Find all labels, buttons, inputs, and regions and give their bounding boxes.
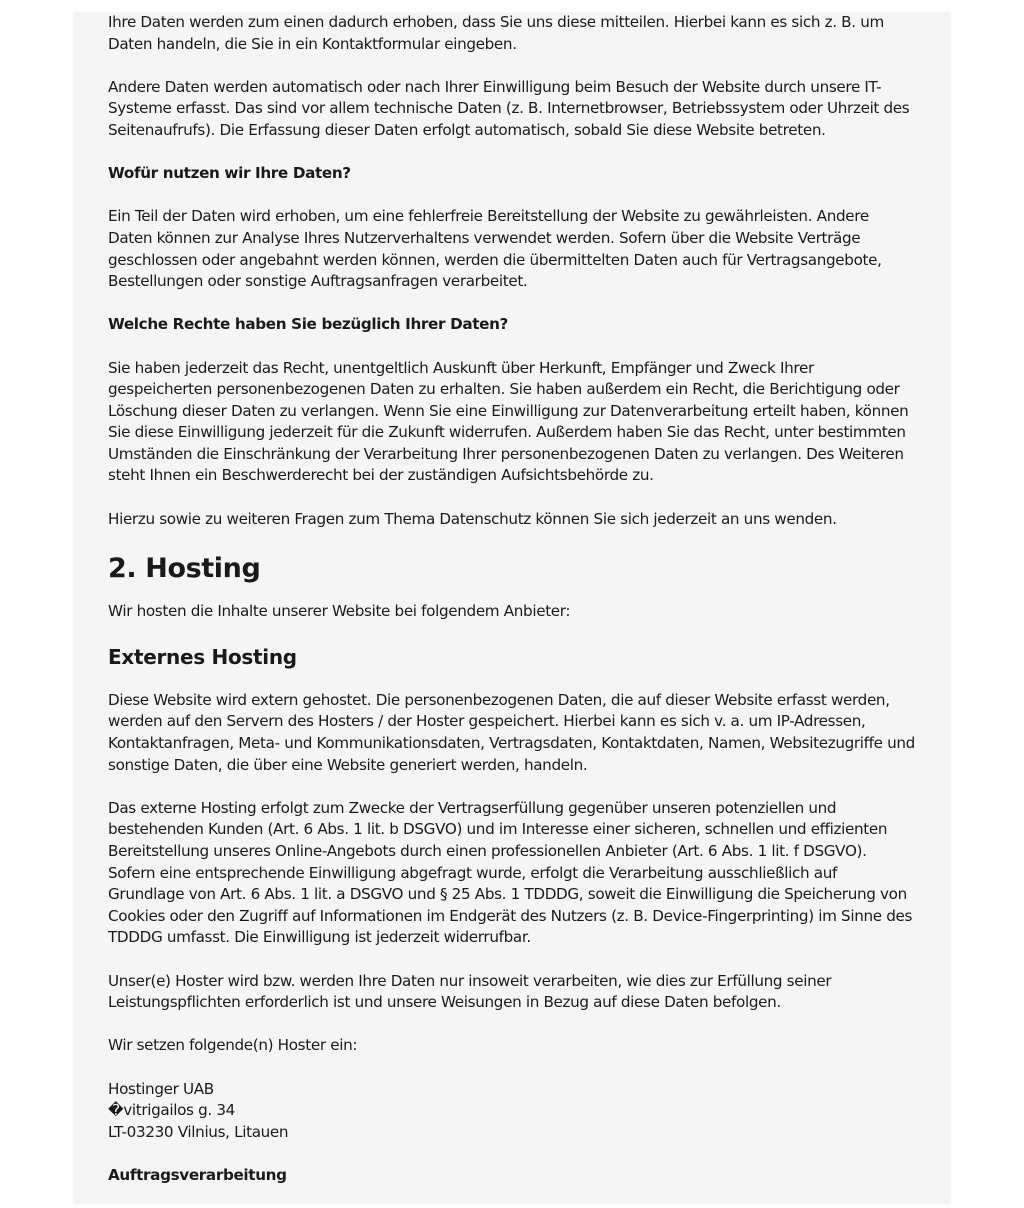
- subheading-rights: Welche Rechte haben Sie bezüglich Ihrer Daten?: [108, 315, 509, 334]
- paragraph-hosting-intro: Wir hosten die Inhalte unserer Website bei folgendem Anbieter:: [108, 602, 571, 621]
- hoster-address: [108, 1079, 915, 1144]
- section-title-hosting: 2. Hosting: [108, 553, 261, 585]
- paragraph-legal-basis: Das externe Hosting erfolgt zum Zwecke der Vertragserfüllung gegenüber unseren potenziellen und bestehenden Kunden (Art. 6 Abs. 1 lit. b DSGVO) und im Interesse einer sicheren, schnellen und effizienten Bereitstellung unseres Online-Angebots durch einen professionellen Anbieter (Art. 6 Abs. 1 lit. f DSGVO). Sofern eine entsprechende Einwilligung abgefragt wurde, erfolgt die Verarbeitung ausschließlich auf Grundlage von Art. 6 Abs. 1 lit. a DSGVO und § 25 Abs. 1 TDDDG, soweit die Einwilligung die Speicherung von Cookies oder den Zugriff auf Informationen im Endgerät des Nutzers (z. B. Device-Fingerprinting) im Sinne des TDDDG umfasst. Die Einwilligung ist jederzeit widerrufbar.: [108, 798, 913, 947]
- privacy-policy-content: [73, 12, 951, 1204]
- paragraph-automatic-data: Andere Daten werden automatisch oder nach Ihrer Einwilligung beim Besuch der Website durch unsere IT-Systeme erfasst. Das sind vor allem technische Daten (z. B. Internetbrowser, Betriebssystem oder Uhrzeit des Seitenaufrufs). Die Erfassung dieser Daten erfolgt automatisch, sobald Sie diese Website betreten.: [108, 77, 910, 139]
- paragraph-data-use: Ein Teil der Daten wird erhoben, um eine fehlerfreie Bereitstellung der Website zu gewährleisten. Andere Daten können zur Analyse Ihres Nutzerverhaltens verwendet werden. Sofern über die Website Verträge geschlossen oder angebahnt werden können, werden die übermittelten Daten auch für Vertragsangebote, Bestellungen oder sonstige Auftragsanfragen verarbeitet.: [108, 207, 882, 291]
- paragraph-rights: Sie haben jederzeit das Recht, unentgeltlich Auskunft über Herkunft, Empfänger und Zweck Ihrer gespeicherten personenbezogenen Daten zu erhalten. Sie haben außerdem ein Recht, die Berichtigung oder Löschung dieser Daten zu verlangen. Wenn Sie eine Einwilligung zur Datenverarbeitung erteilt haben, können Sie diese Einwilligung jederzeit für die Zukunft widerrufen. Außerdem haben Sie das Recht, unter bestimmten Umständen die Einschränkung der Verarbeitung Ihrer personenbezogenen Daten zu verlangen. Des Weiteren steht Ihnen ein Beschwerderecht bei der zuständigen Aufsichtsbehörde zu.: [108, 358, 909, 485]
- address-company: Hostinger UAB: [108, 1079, 214, 1098]
- paragraph-data-collection: Ihre Daten werden zum einen dadurch erhoben, dass Sie uns diese mitteilen. Hierbei kann es sich z. B. um Daten handeln, die Sie in ein Kontaktformular eingeben.: [108, 13, 884, 53]
- paragraph-hoster-obligations: Unser(e) Hoster wird bzw. werden Ihre Daten nur insoweit verarbeiten, wie dies zur Erfüllung seiner Leistungspflichten erforderlich ist und unsere Weisungen in Bezug auf diese Daten befolgen.: [108, 971, 832, 1012]
- paragraph-contact: Hierzu sowie zu weiteren Fragen zum Thema Datenschutz können Sie sich jederzeit an uns wenden.: [108, 509, 837, 528]
- address-city: LT-03230 Vilnius, Litauen: [108, 1122, 289, 1141]
- subheading-data-use: Wofür nutzen wir Ihre Daten?: [108, 164, 351, 183]
- paragraph-external-hosting: Diese Website wird extern gehostet. Die personenbezogenen Daten, die auf dieser Website erfasst werden, werden auf den Servern des Hosters / der Hoster gespeichert. Hierbei kann es sich v. a. um IP-Adressen, Kontaktanfragen, Meta- und Kommunikationsdaten, Vertragsdaten, Kontaktdaten, Namen, Websitezugriffe und sonstige Daten, die über eine Website generiert werden, handeln.: [108, 690, 915, 774]
- address-street: �vitrigailos g. 34: [108, 1101, 235, 1120]
- subheading-order-processing: Auftragsverarbeitung: [108, 1165, 287, 1184]
- paragraph-hoster-list: Wir setzen folgende(n) Hoster ein:: [108, 1036, 358, 1055]
- subsection-title-external-hosting: Externes Hosting: [108, 644, 297, 669]
